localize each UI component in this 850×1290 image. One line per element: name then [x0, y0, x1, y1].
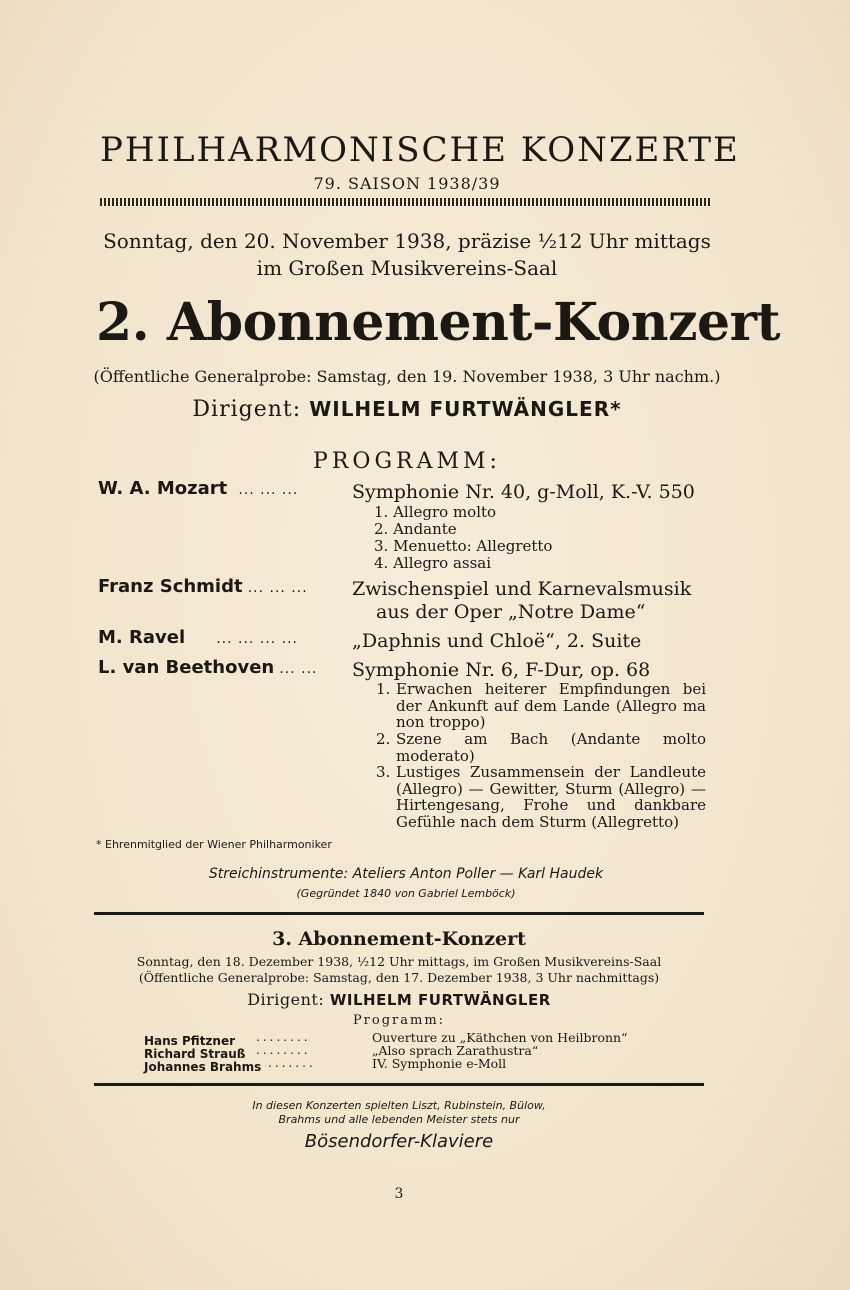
movement: [376, 731, 706, 764]
work-title: „Also sprach Zarathustra“: [372, 1043, 539, 1058]
next-concert-rehearsal: (Öffentliche Generalprobe: Samstag, den 17. Dezember 1938, 3 Uhr nachmittags): [138, 970, 660, 985]
program-item: [98, 478, 298, 499]
piano-brand: Bösendorfer-Klaviere: [304, 1131, 494, 1152]
concert-title: 2. Abonnement-Konzert: [96, 292, 781, 353]
founded-note: (Gegründet 1840 von Gabriel Lemböck): [296, 887, 516, 900]
concert-date: Sonntag, den 20. November 1938, präzise ½12 Uhr mittags: [103, 229, 711, 253]
rehearsal-note: (Öffentliche Generalprobe: Samstag, den 19. November 1938, 3 Uhr nachm.): [93, 367, 721, 386]
page-number: 3: [394, 1186, 404, 1202]
movement-number: 3.: [376, 763, 391, 781]
divider: [94, 912, 704, 915]
composer-name: Hans Pfitzner: [144, 1034, 236, 1048]
next-concert-date: Sonntag, den 18. Dezember 1938, ½12 Uhr mittags, im Großen Musikvereins-Saal: [136, 954, 662, 969]
leader-dots: ........: [256, 1030, 311, 1044]
season-label: 79. SAISON 1938/39: [313, 174, 501, 193]
program-heading: PROGRAMM:: [313, 449, 501, 474]
composer-name: W. A. Mozart: [98, 478, 228, 499]
work-title: Symphonie Nr. 6, F-Dur, op. 68: [352, 659, 651, 681]
composer-name: Franz Schmidt: [98, 576, 243, 597]
conductor-name: WILHELM FURTWÄNGLER: [329, 991, 551, 1009]
concert-venue: im Großen Musikvereins-Saal: [256, 256, 558, 280]
movement-number: 1.: [376, 680, 391, 698]
composer-name: M. Ravel: [98, 627, 186, 648]
program-item: [98, 576, 308, 597]
piano-ad-line: Brahms und alle lebenden Meister stets nur: [278, 1113, 520, 1126]
divider: [94, 1083, 704, 1086]
work-title: IV. Symphonie e-Moll: [372, 1056, 507, 1071]
conductor-label: Dirigent:: [192, 397, 302, 422]
conductor-label: Dirigent:: [247, 990, 325, 1009]
work-title: aus der Oper „Notre Dame“: [376, 601, 646, 623]
movement: 4. Allegro assai: [374, 554, 492, 572]
conductor-name: WILHELM FURTWÄNGLER*: [309, 397, 622, 421]
leader-dots: ... ...: [279, 661, 318, 677]
movement-text: Lustiges Zusammensein der Landleute (Allegro) — Gewitter, Sturm (Allegro) — Hirtengesang, Frohe und dankbare Gefühle nach dem Sturm (Allegretto): [396, 763, 706, 831]
movement-text: Szene am Bach (Andante molto moderato): [396, 730, 706, 765]
next-program-item: [144, 1056, 261, 1075]
work-title: Ouverture zu „Käthchen von Heilbronn“: [372, 1030, 628, 1045]
composer-name: Richard Strauß: [144, 1047, 246, 1061]
movement: [376, 681, 706, 731]
decorative-rule: [100, 198, 712, 206]
leader-dots: .......: [268, 1056, 316, 1070]
movement-number: 2.: [376, 730, 391, 748]
piano-ad-line: In diesen Konzerten spielten Liszt, Rubinstein, Bülow,: [252, 1099, 546, 1112]
work-title: Symphonie Nr. 40, g-Moll, K.-V. 550: [352, 481, 695, 503]
movement-text: Erwachen heiterer Empfindungen bei der Ankunft auf dem Lande (Allegro ma non troppo): [396, 680, 706, 731]
composer-name: L. van Beethoven: [98, 657, 275, 678]
leader-dots: ... ... ... ...: [216, 631, 298, 647]
conductor-line: [90, 397, 724, 422]
program-item: [98, 657, 317, 678]
work-title: „Daphnis und Chloë“, 2. Suite: [352, 630, 642, 652]
movement: 2. Andante: [374, 520, 457, 538]
movement: 3. Menuetto: Allegretto: [374, 537, 553, 555]
next-concert-title: 3. Abonnement-Konzert: [272, 928, 526, 950]
leader-dots: ........: [256, 1043, 311, 1057]
leader-dots: ... ... ...: [238, 482, 299, 498]
series-title: PHILHARMONISCHE KONZERTE: [100, 130, 740, 170]
leader-dots: ... ... ...: [247, 580, 308, 596]
work-title: Zwischenspiel und Karnevalsmusik: [352, 578, 692, 600]
movement: 1. Allegro molto: [374, 503, 497, 521]
next-program-heading: Programm:: [352, 1013, 446, 1028]
footnote: * Ehrenmitglied der Wiener Philharmoniker: [96, 838, 332, 851]
next-conductor-line: [94, 990, 704, 1009]
strings-credit: Streichinstrumente: Ateliers Anton Poller — Karl Haudek: [208, 866, 604, 882]
program-item: [98, 627, 298, 648]
movement: [376, 764, 706, 830]
composer-name: Johannes Brahms: [144, 1060, 262, 1074]
